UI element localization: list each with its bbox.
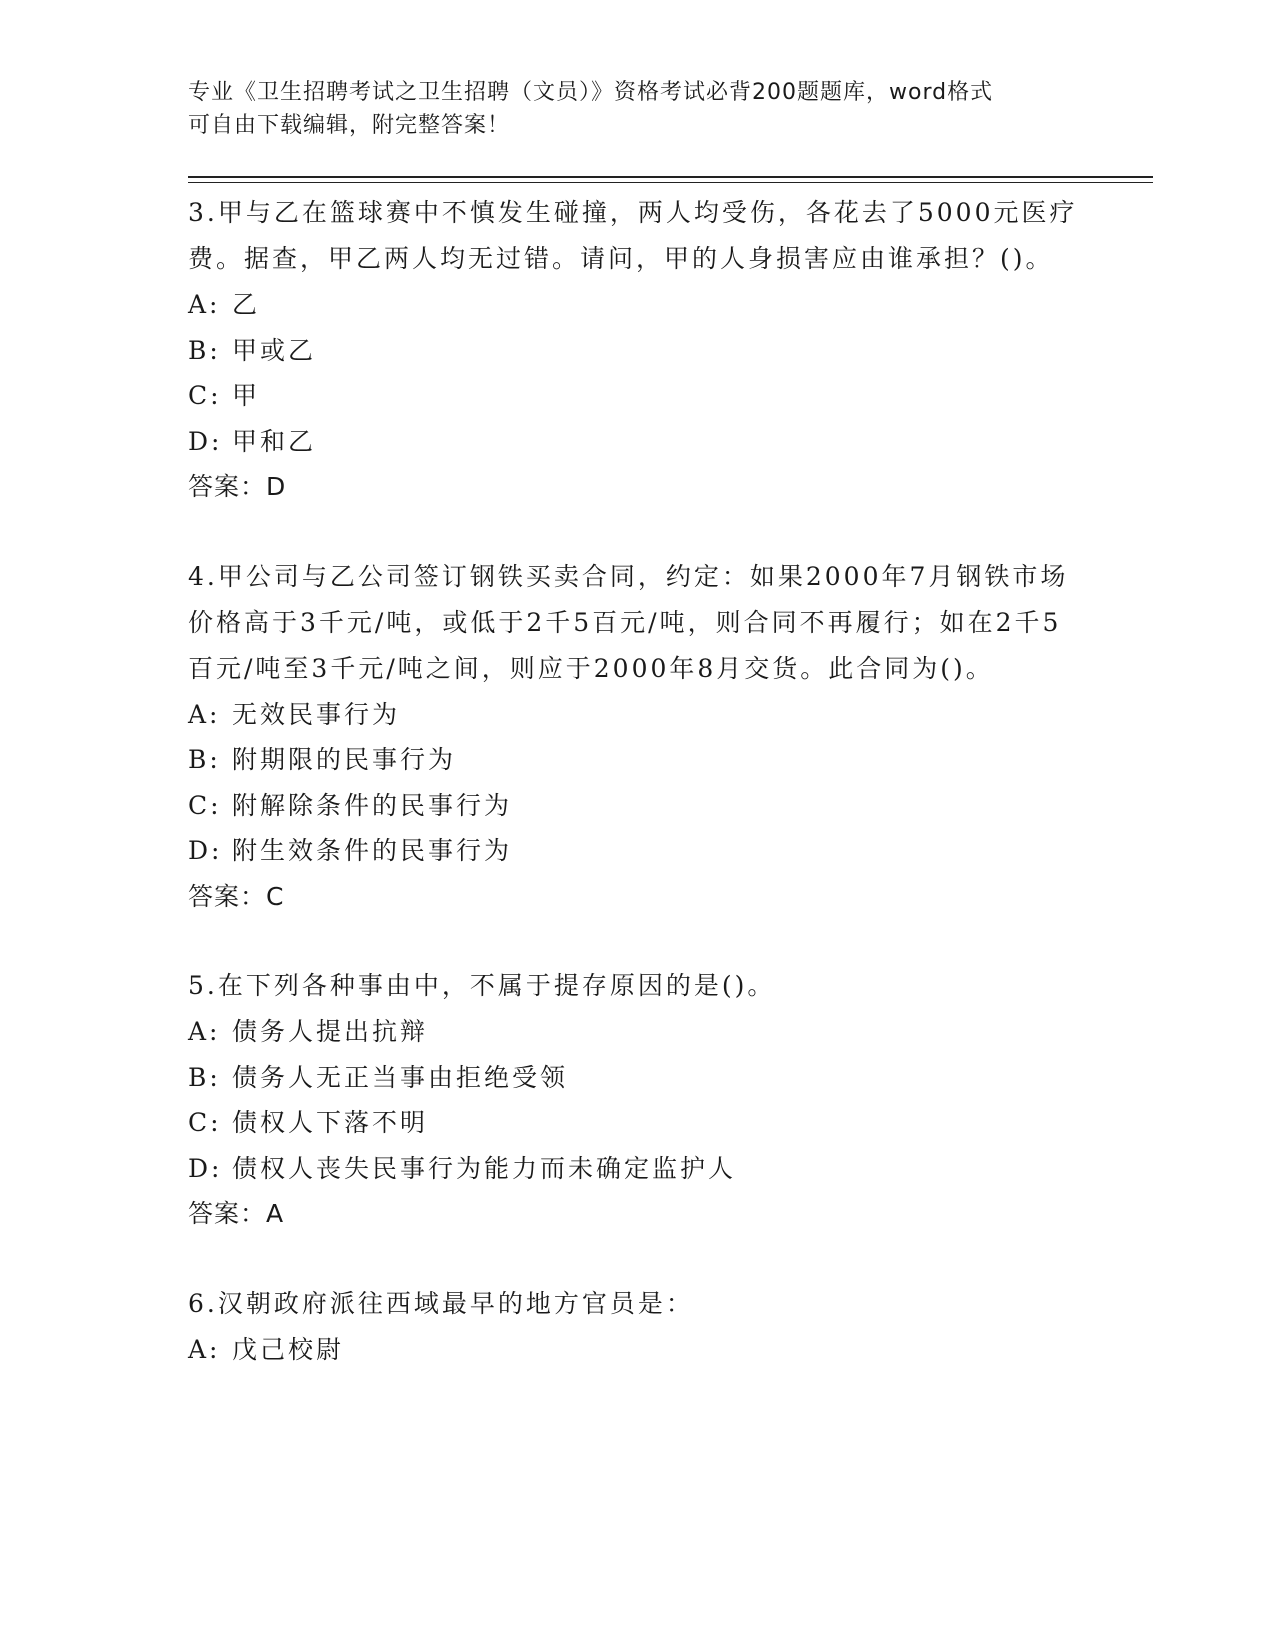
option-d: D: 债权人丧失民事行为能力而未确定监护人 xyxy=(188,1153,737,1183)
option-d: D: 附生效条件的民事行为 xyxy=(188,836,513,865)
option-a: A: 债务人提出抗辩 xyxy=(188,1017,429,1046)
option-c: C: 债权人下落不明 xyxy=(188,1108,429,1137)
option-a: A: 戊己校尉 xyxy=(188,1334,345,1364)
answer: 答案：C xyxy=(188,881,285,911)
answer: 答案：D xyxy=(188,472,287,501)
option-c: C: 甲 xyxy=(188,381,261,410)
header-line-1: 专业《卫生招聘考试之卫生招聘（文员）》资格考试必背200题题库，word格式 xyxy=(188,80,994,105)
option-a: A: 乙 xyxy=(188,290,261,319)
option-b: B: 甲或乙 xyxy=(188,335,317,365)
question-3 xyxy=(188,190,1088,510)
question-text: 5.在下列各种事由中，不属于提存原因的是()。 xyxy=(188,971,776,1000)
header-divider-thick xyxy=(188,176,1153,178)
question-5 xyxy=(188,963,1088,1237)
question-4 xyxy=(188,554,1088,920)
question-text: 6.汉朝政府派往西域最早的地方官员是： xyxy=(188,1288,694,1318)
option-a: A: 无效民事行为 xyxy=(188,699,401,729)
option-b: B: 附期限的民事行为 xyxy=(188,745,457,774)
option-b: B: 债务人无正当事由拒绝受领 xyxy=(188,1062,569,1092)
header-line-2: 可自由下载编辑，附完整答案！ xyxy=(188,113,511,138)
question-6 xyxy=(188,1281,1088,1373)
answer: 答案：A xyxy=(188,1199,285,1228)
option-c: C: 附解除条件的民事行为 xyxy=(188,790,513,820)
question-text: 3.甲与乙在篮球赛中不慎发生碰撞，两人均受伤，各花去了5000元医疗费。据查，甲乙两人均无过错。请问，甲的人身损害应由谁承担？()。 xyxy=(188,198,1078,273)
question-text: 4.甲公司与乙公司签订钢铁买卖合同，约定：如果2000年7月钢铁市场价格高于3千元/吨，或低于2千5百元/吨，则合同不再履行；如在2千5百元/吨至3千元/吨之间，则应于2000年8月交货。此合同为()。 xyxy=(188,561,1069,683)
option-d: D: 甲和乙 xyxy=(188,426,317,456)
header-divider-thin xyxy=(188,182,1153,183)
document-header xyxy=(188,76,1068,142)
question-list xyxy=(188,190,1088,1418)
